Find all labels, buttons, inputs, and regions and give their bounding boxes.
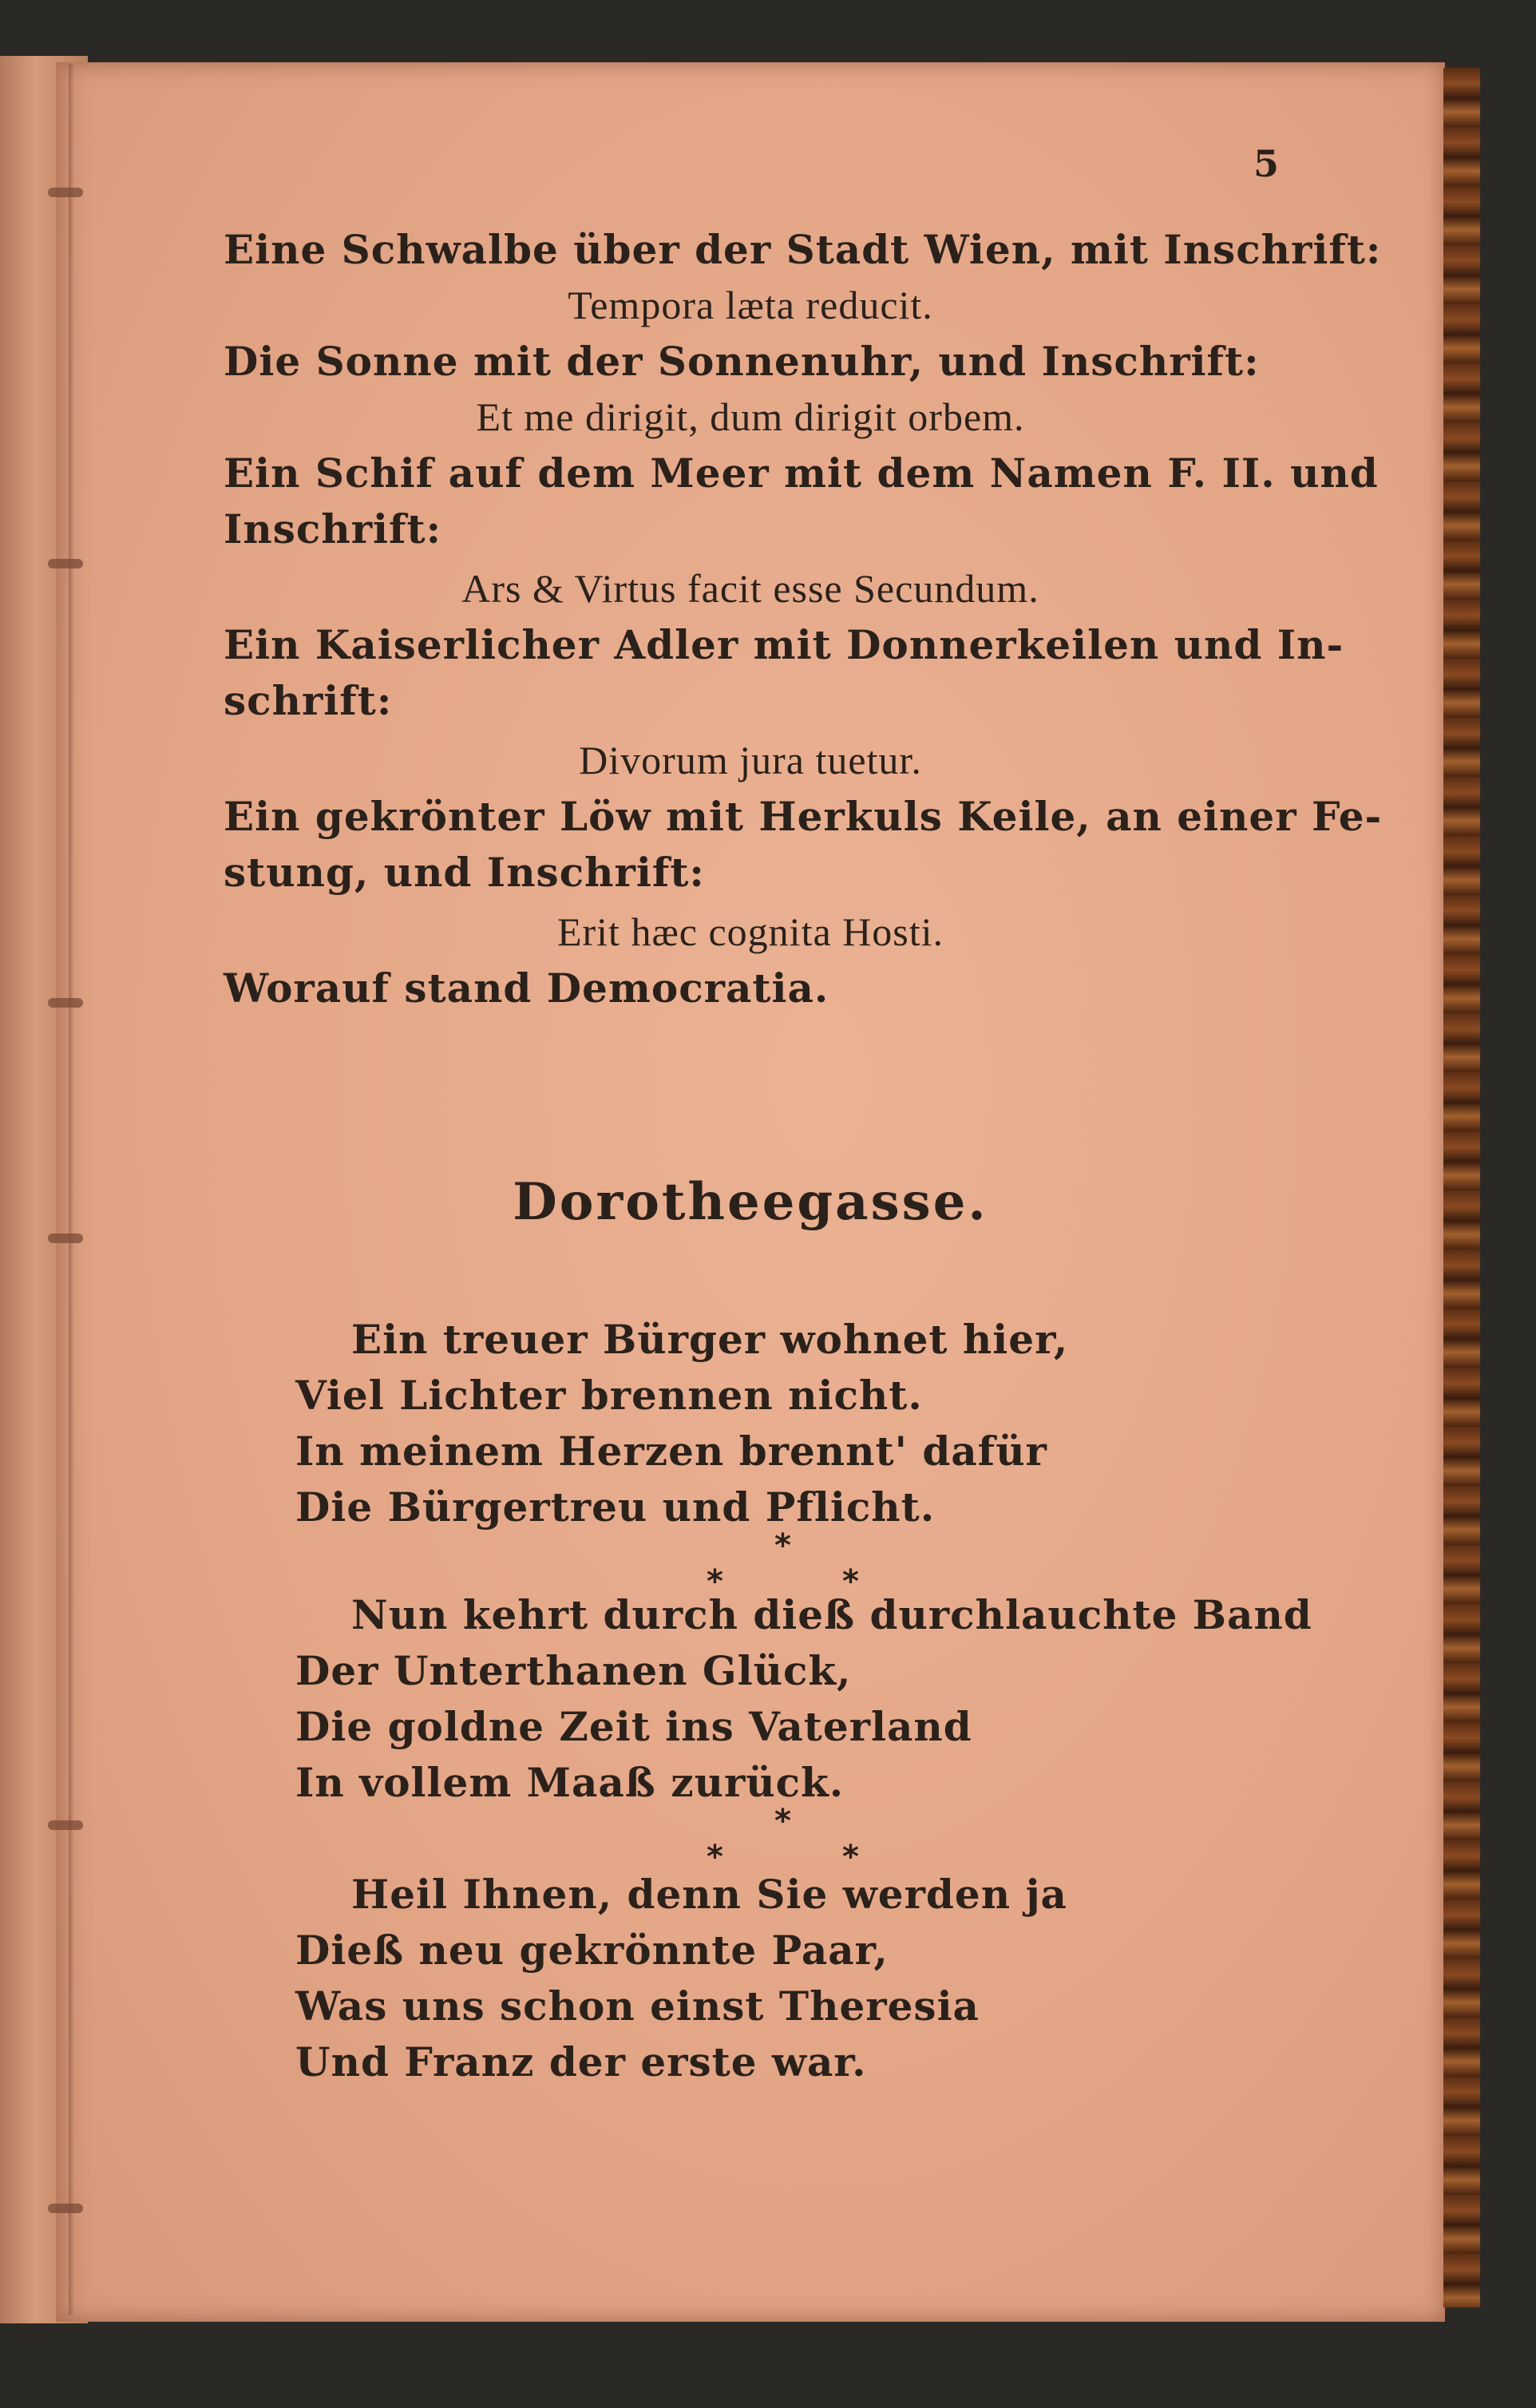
inscription-line-2: Die Sonne mit der Sonnenuhr, und Inschrift: xyxy=(224,338,1260,385)
separator-star: * xyxy=(774,1527,791,1564)
inscription-motto-2: Et me dirigit, dum dirigit orbem. xyxy=(476,394,1025,439)
binding-stitch xyxy=(48,1234,83,1243)
poem-s3-l1: Heil Ihnen, denn Sie werden ja xyxy=(351,1871,1067,1918)
binding-stitch xyxy=(48,998,83,1008)
poem-s2-l1: Nun kehrt durch dieß durchlauchte Band xyxy=(351,1591,1312,1638)
inscription-motto-3: Ars & Virtus facit esse Secundum. xyxy=(461,566,1039,611)
inscription-line-3b: Inschrift: xyxy=(224,505,442,552)
marbled-cover-edge xyxy=(1443,68,1480,2307)
inscription-line-5: Ein gekrönter Löw mit Herkuls Keile, an einer Fe- xyxy=(224,793,1383,840)
inscription-line-1: Eine Schwalbe über der Stadt Wien, mit Inschrift: xyxy=(224,226,1382,273)
book-page xyxy=(56,62,1445,2322)
page-number: 5 xyxy=(1253,142,1280,185)
poem-s3-l2: Dieß neu gekrönnte Paar, xyxy=(295,1927,889,1974)
poem-s2-l2: Der Unterthanen Glück, xyxy=(295,1647,852,1694)
inscription-motto-4: Divorum jura tuetur. xyxy=(579,738,922,782)
poem-s1-l1: Ein treuer Bürger wohnet hier, xyxy=(351,1316,1069,1363)
separator-star: * xyxy=(842,1563,859,1600)
binding-stitch xyxy=(48,2204,83,2213)
inscription-line-6: Worauf stand Democratia. xyxy=(224,964,829,1012)
inscription-line-4b: schrift: xyxy=(224,677,393,724)
inscription-motto-5: Erit hæc cognita Hosti. xyxy=(556,909,944,954)
poem-s2-l4: In vollem Maaß zurück. xyxy=(295,1759,845,1806)
poem-s2-l3: Die goldne Zeit ins Vaterland xyxy=(295,1703,972,1750)
poem-s3-l3: Was uns schon einst Theresia xyxy=(295,1982,980,2030)
poem-s1-l4: Die Bürgertreu und Pflicht. xyxy=(295,1483,936,1531)
inscription-line-3: Ein Schif auf dem Meer mit dem Namen F. II. und xyxy=(224,450,1379,497)
poem-s3-l4: Und Franz der erste war. xyxy=(295,2038,867,2085)
separator-star: * xyxy=(707,1563,723,1600)
separator-star: * xyxy=(774,1803,791,1840)
inscription-line-4: Ein Kaiserlicher Adler mit Donnerkeilen und In- xyxy=(224,621,1344,668)
binding-stitch xyxy=(48,188,83,197)
separator-star: * xyxy=(842,1839,859,1875)
inscription-line-5b: stung, und Inschrift: xyxy=(224,849,705,896)
section-heading: Dorotheegasse. xyxy=(513,1172,988,1232)
poem-s1-l2: Viel Lichter brennen nicht. xyxy=(295,1372,923,1419)
separator-star: * xyxy=(707,1839,723,1875)
gutter-line xyxy=(69,64,73,2315)
binding-stitch xyxy=(48,1820,83,1830)
poem-s1-l3: In meinem Herzen brennt' dafür xyxy=(295,1428,1047,1475)
inscription-motto-1: Tempora læta reducit. xyxy=(568,283,933,327)
binding-stitch xyxy=(48,559,83,568)
